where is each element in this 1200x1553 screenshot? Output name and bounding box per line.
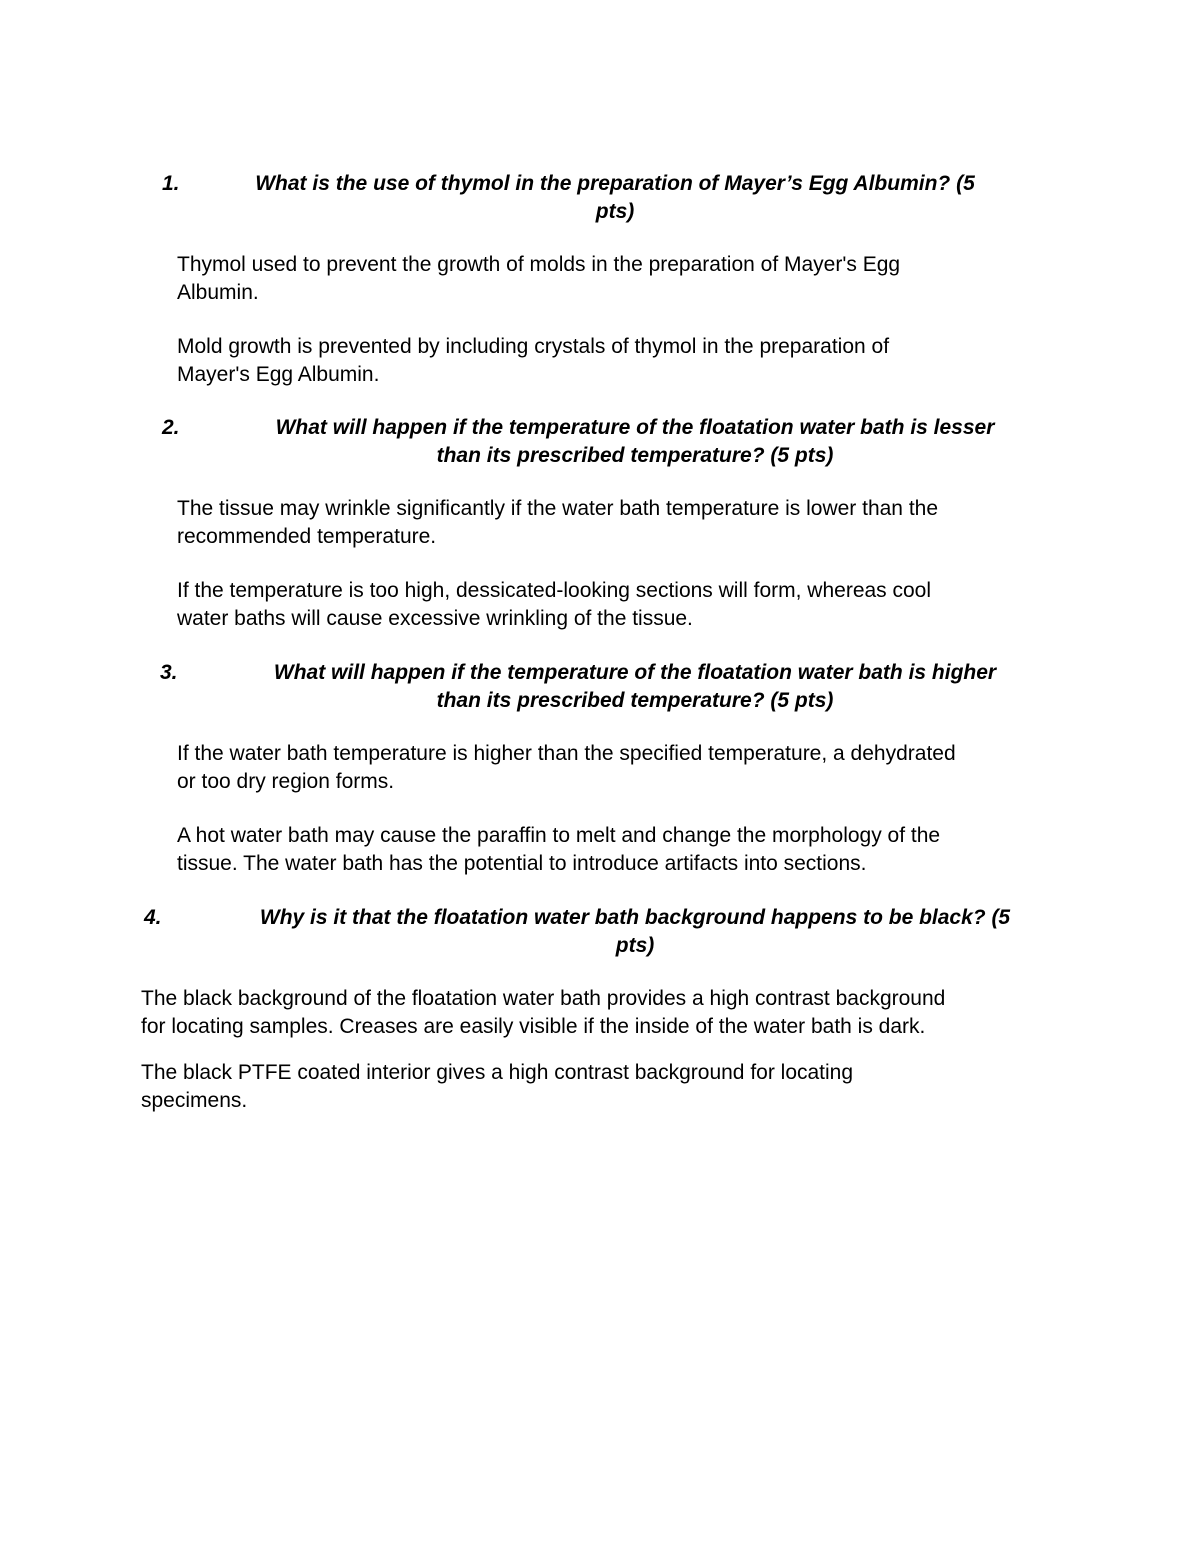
question-line: What is the use of thymol in the preparation of Mayer’s Egg Albumin? (5 bbox=[255, 172, 975, 195]
answer-line: Mayer's Egg Albumin. bbox=[177, 363, 380, 386]
question-number: 4. bbox=[144, 906, 162, 929]
answer-paragraph bbox=[177, 495, 1077, 551]
question-line: What will happen if the temperature of the floatation water bath is higher bbox=[273, 661, 997, 684]
answer-paragraph bbox=[177, 251, 1077, 307]
answer-line: or too dry region forms. bbox=[177, 770, 395, 793]
answer-line: The tissue may wrinkle significantly if the water bath temperature is lower than the bbox=[177, 497, 939, 520]
answer-paragraph bbox=[177, 740, 1077, 796]
answer-line: Thymol used to prevent the growth of molds in the preparation of Mayer's Egg bbox=[177, 253, 901, 276]
question-line: pts) bbox=[615, 934, 655, 957]
answer-paragraph bbox=[141, 1059, 1081, 1115]
answer-paragraph bbox=[177, 822, 1077, 878]
answer-line: Albumin. bbox=[177, 281, 259, 304]
question-heading bbox=[190, 904, 1080, 960]
answer-line: tissue. The water bath has the potential to introduce artifacts into sections. bbox=[177, 852, 867, 875]
question-line: pts) bbox=[595, 200, 635, 223]
question-number: 1. bbox=[162, 172, 180, 195]
question-number: 3. bbox=[160, 661, 178, 684]
answer-paragraph bbox=[177, 333, 1077, 389]
answer-line: If the water bath temperature is higher than the specified temperature, a dehydrated bbox=[177, 742, 956, 765]
question-line: Why is it that the floatation water bath background happens to be black? (5 bbox=[259, 906, 1011, 929]
question-heading bbox=[200, 659, 1070, 715]
question-heading bbox=[200, 170, 1030, 226]
question-heading bbox=[200, 414, 1070, 470]
answer-line: for locating samples. Creases are easily visible if the inside of the water bath is dark. bbox=[141, 1015, 926, 1038]
question-number: 2. bbox=[162, 416, 180, 439]
answer-line: If the temperature is too high, dessicated-looking sections will form, whereas cool bbox=[177, 579, 932, 602]
answer-line: recommended temperature. bbox=[177, 525, 437, 548]
answer-line: A hot water bath may cause the paraffin to melt and change the morphology of the bbox=[177, 824, 941, 847]
answer-line: The black background of the floatation water bath provides a high contrast background bbox=[141, 987, 946, 1010]
question-line: What will happen if the temperature of the floatation water bath is lesser bbox=[275, 416, 995, 439]
answer-line: The black PTFE coated interior gives a high contrast background for locating bbox=[141, 1061, 854, 1084]
answer-line: water baths will cause excessive wrinkling of the tissue. bbox=[177, 607, 693, 630]
question-line: than its prescribed temperature? (5 pts) bbox=[436, 689, 834, 712]
answer-line: Mold growth is prevented by including crystals of thymol in the preparation of bbox=[177, 335, 890, 358]
question-line: than its prescribed temperature? (5 pts) bbox=[436, 444, 834, 467]
answer-paragraph bbox=[177, 577, 1077, 633]
answer-paragraph bbox=[141, 985, 1081, 1041]
answer-line: specimens. bbox=[141, 1089, 248, 1112]
